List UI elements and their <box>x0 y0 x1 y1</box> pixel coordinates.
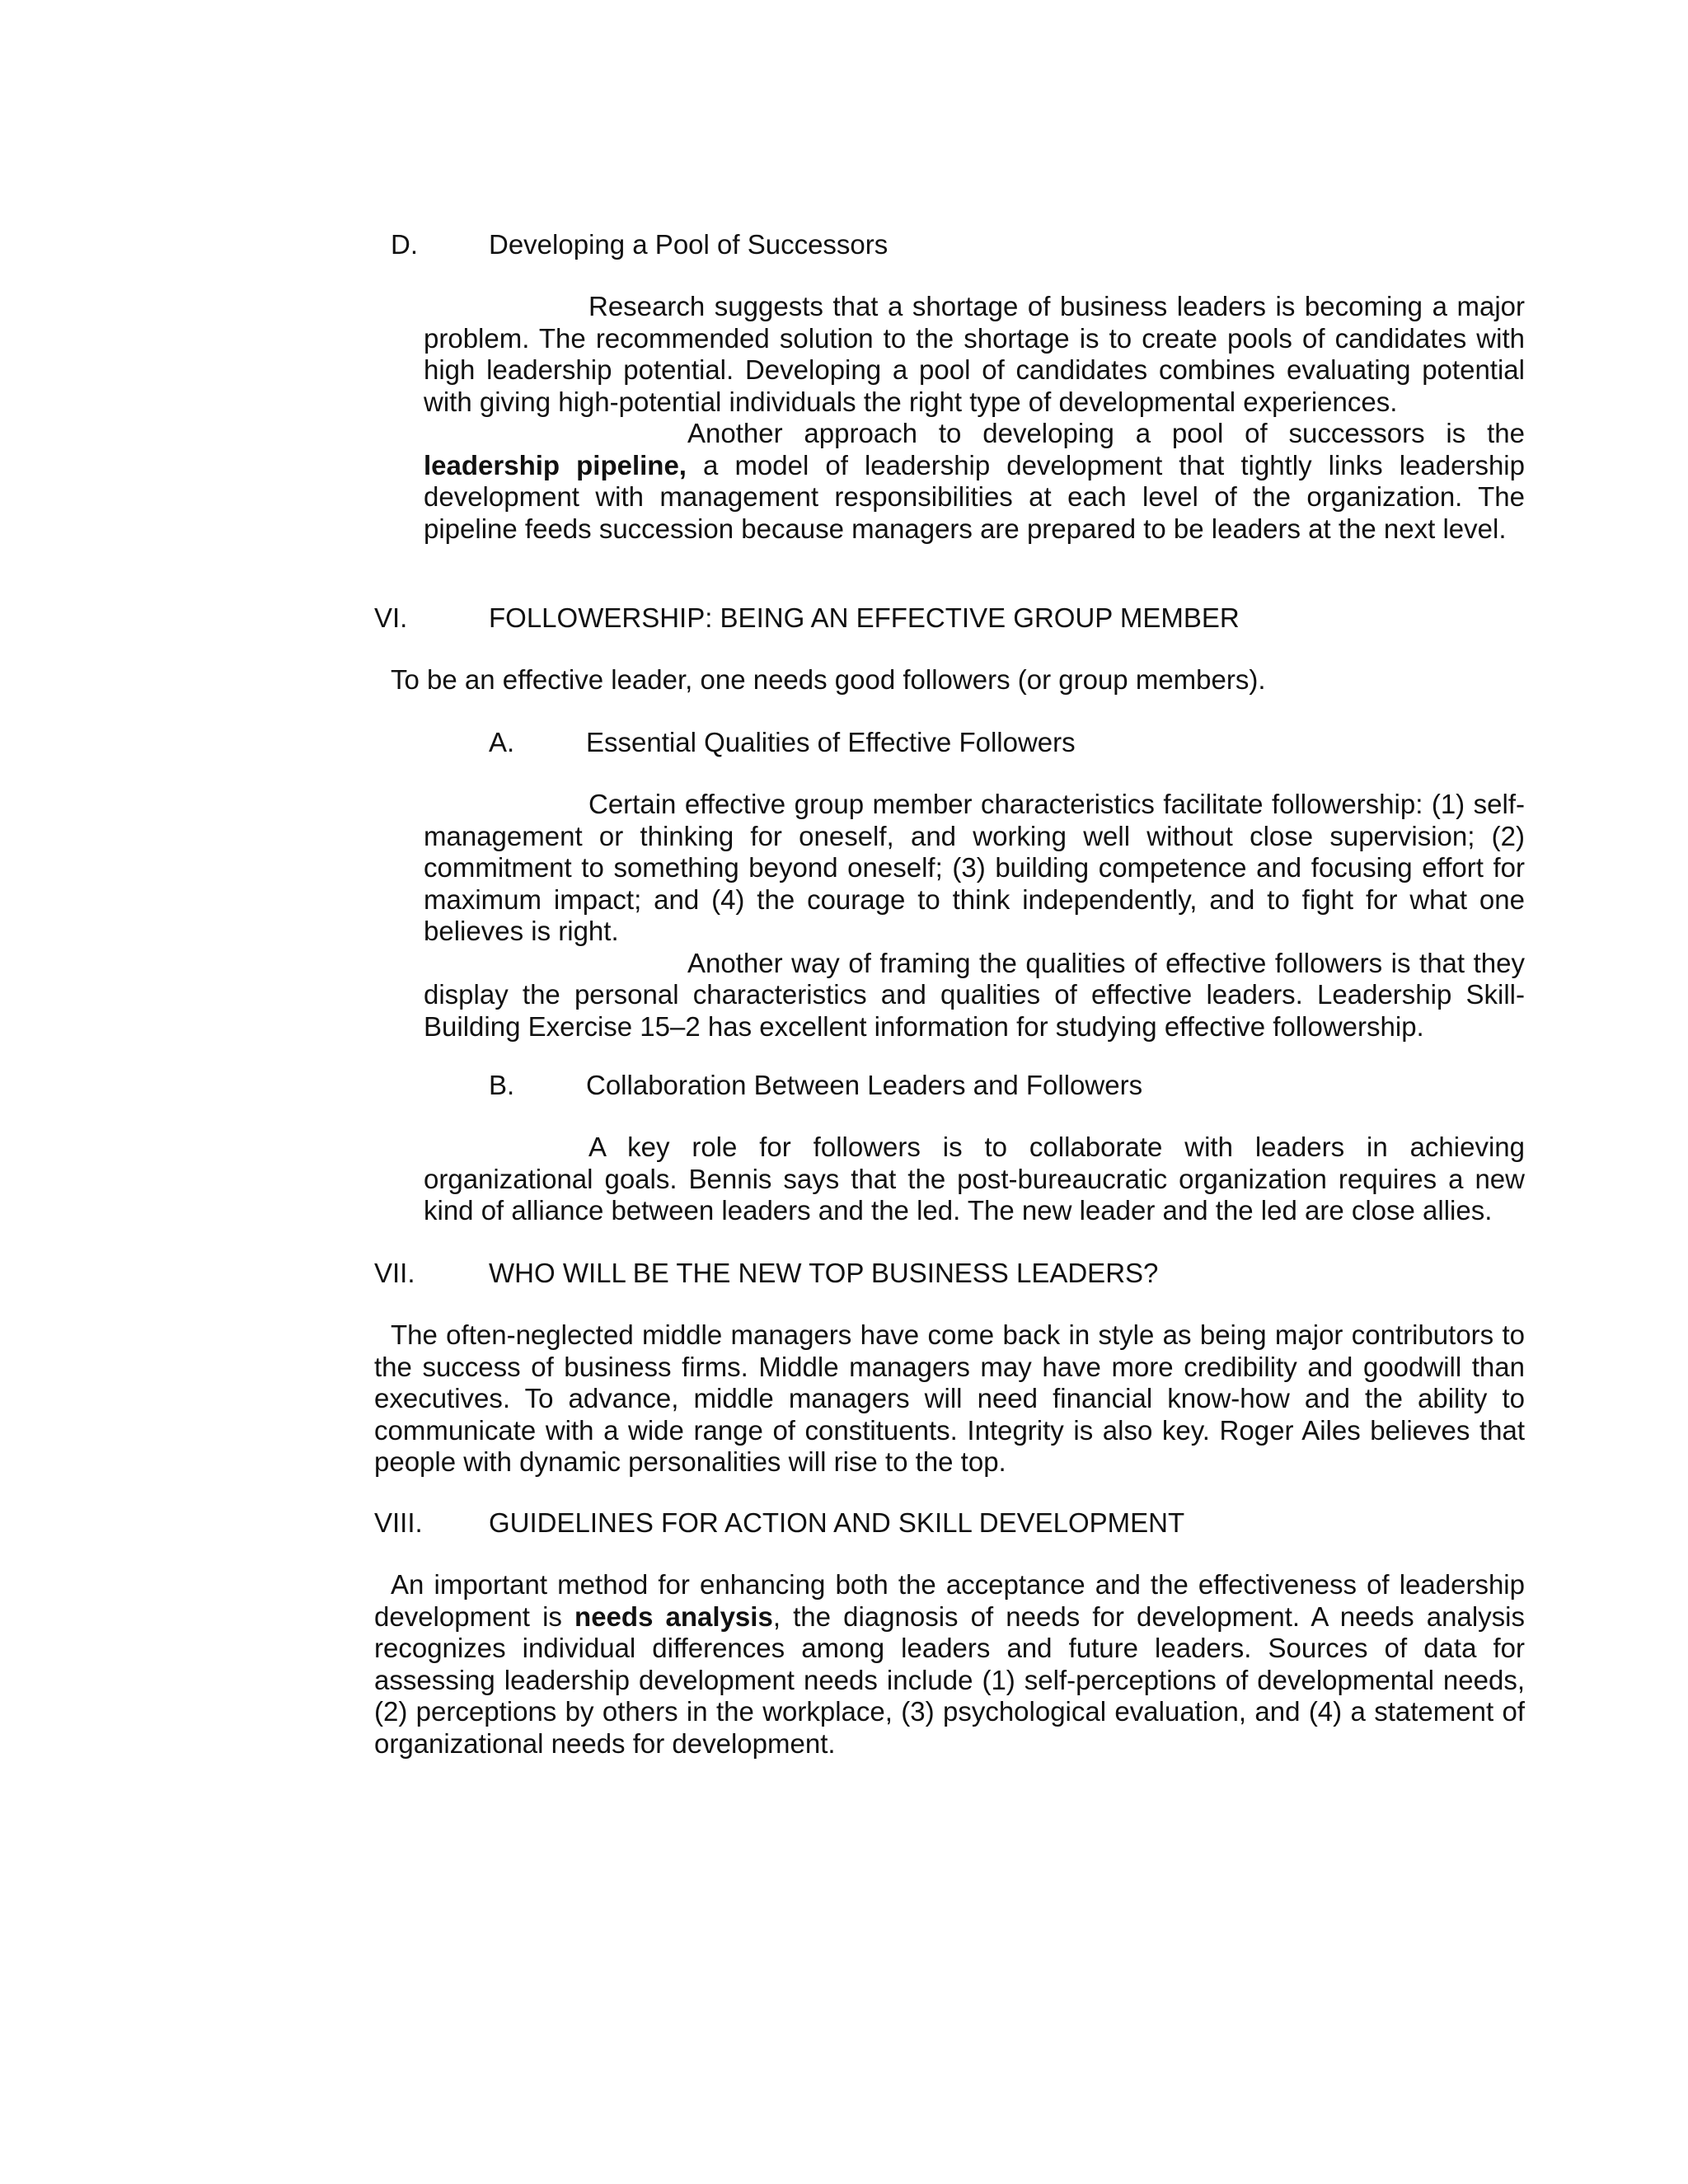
section-d-paragraph-1: Research suggests that a shortage of business leaders is becoming a major problem. The recommended solution to the shortage is to create pools of candidates with high leadership potential. Developing a pool of candidates combines evaluating potential with giving high-potential individuals the right type of developmental experiences. <box>424 291 1525 417</box>
section-d-p2-after: a model of leadership development that tightly links leadership development with management responsibilities at each level of the organization. The pipeline feeds succession because managers are prepared to be leaders at the next level. <box>424 449 1525 544</box>
section-vi-title: FOLLOWERSHIP: BEING AN EFFECTIVE GROUP MEMBER <box>489 602 1240 633</box>
section-vi-b-body <box>424 1132 1525 1227</box>
section-vii-paragraph-1: The often-neglected middle managers have come back in style as being major contributors to the success of business firms. Middle managers may have more credibility and goodwill than executives. To advance, middle managers will need financial know-how and the ability to communicate with a wide range of constituents. Integrity is also key. Roger Ailes believes that people with dynamic personalities will rise to the top. <box>374 1319 1525 1477</box>
section-viii-paragraph-1 <box>374 1569 1525 1760</box>
term-needs-analysis: needs analysis <box>574 1601 773 1632</box>
section-vi-a-paragraph-1: Certain effective group member characteristics facilitate followership: (1) self-management or thinking for oneself, and working well without close supervision; (2) commitment to something beyond oneself; (3) building competence and focusing effort for maximum impact; and (4) the courage to think independently, and to fight for what one believes is right. <box>424 789 1525 946</box>
section-vii-marker: VII. <box>374 1258 415 1288</box>
section-d-paragraph-2 <box>424 418 1525 545</box>
section-vi-marker: VI. <box>374 602 408 633</box>
section-vi-a-title: Essential Qualities of Effective Followers <box>586 727 1076 757</box>
section-vii-body <box>374 1319 1525 1479</box>
section-viii-body <box>374 1569 1525 1760</box>
section-viii-p1-before: An important method for enhancing both the acceptance and the effectiveness of leadership development is <box>374 1569 1525 1632</box>
section-d-body <box>424 291 1525 545</box>
section-viii-p1-after: , the diagnosis of needs for development. A needs analysis recognizes individual differences among leaders and future leaders. Sources of data for assessing leadership development needs include (1) self-perceptions of developmental needs, (2) perceptions by others in the workplace, (3) psychological evaluation, and (4) a statement of organizational needs for development. <box>374 1601 1525 1759</box>
section-vi-a-marker: A. <box>489 727 515 757</box>
section-viii-title: GUIDELINES FOR ACTION AND SKILL DEVELOPMENT <box>489 1507 1185 1538</box>
term-leadership-pipeline: leadership pipeline, <box>424 449 687 480</box>
section-vii-title: WHO WILL BE THE NEW TOP BUSINESS LEADERS? <box>489 1258 1159 1288</box>
section-d-title: Developing a Pool of Successors <box>489 229 889 260</box>
section-vi-a-body <box>424 789 1525 1043</box>
section-vi-b-title: Collaboration Between Leaders and Followers <box>586 1070 1143 1100</box>
section-vi-b-paragraph-1: A key role for followers is to collaborate with leaders in achieving organizational goals. Bennis says that the post-bureaucratic organization requires a new kind of alliance between leaders and the led. The new leader and the led are close allies. <box>424 1132 1525 1226</box>
section-viii-marker: VIII. <box>374 1507 423 1538</box>
section-vi-b-marker: B. <box>489 1070 515 1100</box>
section-d-p2-before: Another approach to developing a pool of successors is the <box>687 418 1525 448</box>
section-d-marker: D. <box>391 229 418 260</box>
section-vi-intro: To be an effective leader, one needs good followers (or group members). <box>391 664 1266 695</box>
section-vi-a-paragraph-2: Another way of framing the qualities of effective followers is that they display the personal characteristics and qualities of effective leaders. Leadership Skill-Building Exercise 15–2 has excellent information for studying effective followership. <box>424 947 1525 1042</box>
